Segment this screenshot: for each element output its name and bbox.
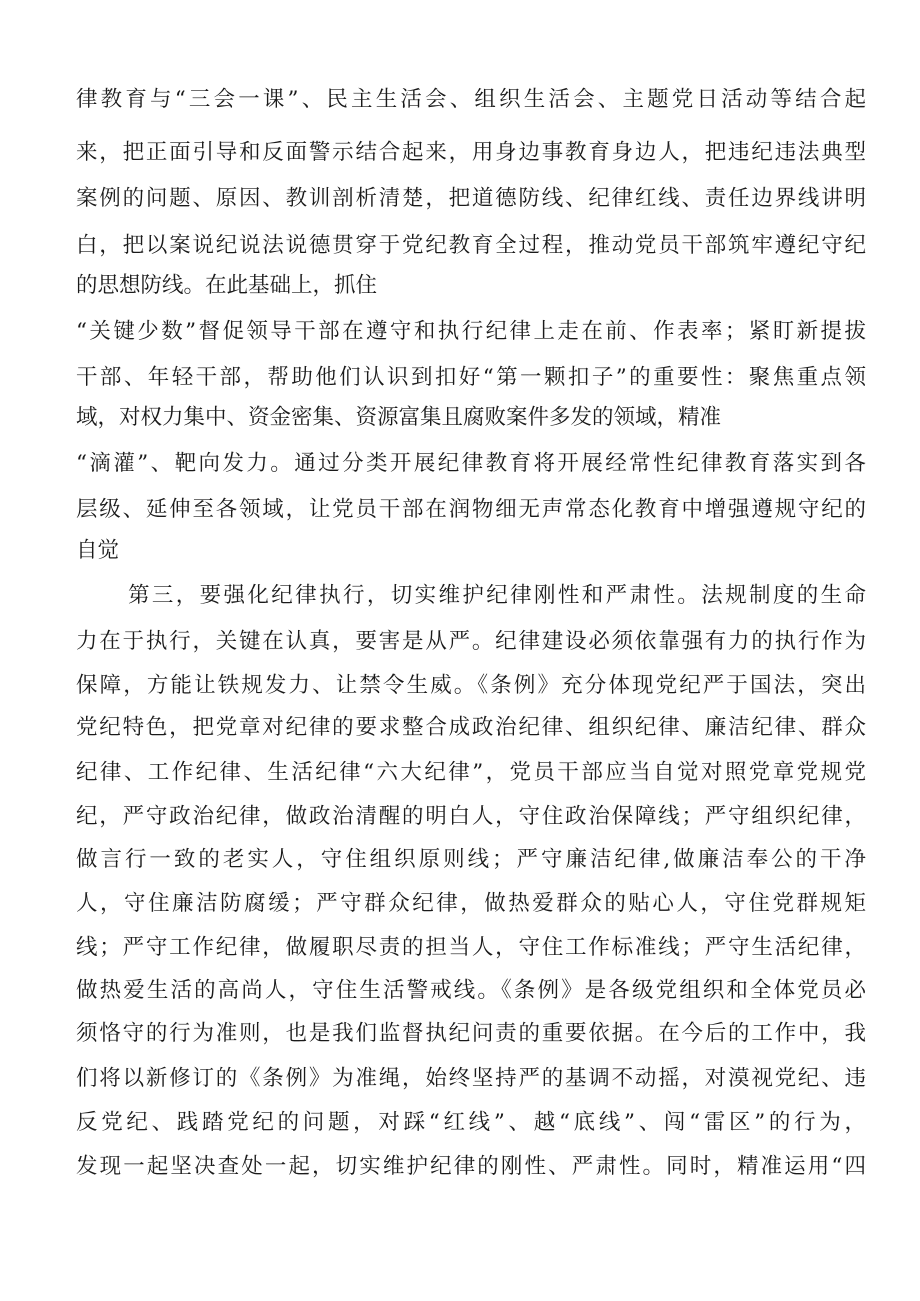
text-line: 反党纪、践踏党纪的问题，对踩“红线”、越“底线”、闯“雷区”的行为， — [76, 1110, 866, 1135]
text-line: 来，把正面引导和反面警示结合起来，用身边事教育身边人，把违纪违法典型 — [76, 140, 866, 165]
text-line: 力在于执行，关键在认真，要害是从严。纪律建设必须依靠强有力的执行作为 — [76, 629, 866, 654]
text-line: 的思想防线。在此基础上，抓住 — [76, 273, 378, 298]
text-line: 线；严守工作纪律，做履职尽责的担当人，守住工作标准线；严守生活纪律， — [76, 935, 866, 960]
text-line: 做言行一致的老实人，守住组织原则线；严守廉洁纪律,做廉洁奉公的干净 — [76, 847, 866, 872]
text-line: 们将以新修订的《条例》为准绳，始终坚持严的基调不动摇，对漠视党纪、违 — [76, 1066, 866, 1091]
text-line: 域，对权力集中、资金密集、资源富集且腐败案件多发的领域，精准 — [76, 405, 722, 430]
text-line: 第三，要强化纪律执行，切实维护纪律刚性和严肃性。法规制度的生命 — [128, 583, 866, 608]
text-line: “关键少数”督促领导干部在遵守和执行纪律上走在前、作表率；紧盯新提拔 — [76, 319, 866, 344]
text-line: 人，守住廉洁防腐缓；严守群众纪律，做热爱群众的贴心人，守住党群规矩 — [76, 891, 866, 916]
text-line: 干部、年轻干部，帮助他们认识到扣好“第一颗扣子”的重要性：聚焦重点领 — [76, 365, 866, 390]
text-line: 纪，严守政治纪律，做政治清醒的明白人，守住政治保障线；严守组织纪律， — [76, 804, 866, 829]
text-line: 律教育与“三会一课”、民主生活会、组织生活会、主题党日活动等结合起 — [76, 87, 866, 112]
text-line: 纪律、工作纪律、生活纪律“六大纪律”，党员干部应当自觉对照党章党规党 — [76, 760, 866, 785]
text-line: 白，把以案说纪说法说德贯穿于党纪教育全过程，推动党员干部筑牢遵纪守纪 — [76, 233, 866, 258]
text-line: 发现一起坚决查处一起，切实维护纪律的刚性、严肃性。同时，精准运用“四 — [76, 1154, 866, 1179]
text-line: 保障，方能让铁规发力、让禁令生威。《条例》充分体现党纪严于国法，突出 — [76, 673, 866, 698]
text-line: 案例的问题、原因、教训剖析清楚，把道德防线、纪律红线、责任边界线讲明 — [76, 186, 866, 211]
text-line: 做热爱生活的高尚人，守住生活警戒线。《条例》是各级党组织和全体党员必 — [76, 978, 866, 1003]
text-line: 党纪特色，把党章对纪律的要求整合成政治纪律、组织纪律、廉洁纪律、群众 — [76, 715, 866, 740]
text-line: 须恪守的行为准则，也是我们监督执纪问责的重要依据。在今后的工作中，我 — [76, 1021, 866, 1046]
text-line: “滴灌”、靶向发力。通过分类开展纪律教育将开展经常性纪律教育落实到各 — [76, 451, 866, 476]
text-line: 自觉 — [76, 538, 120, 563]
text-line: 层级、延伸至各领域，让党员干部在润物细无声常态化教育中增强遵规守纪的 — [76, 497, 866, 522]
